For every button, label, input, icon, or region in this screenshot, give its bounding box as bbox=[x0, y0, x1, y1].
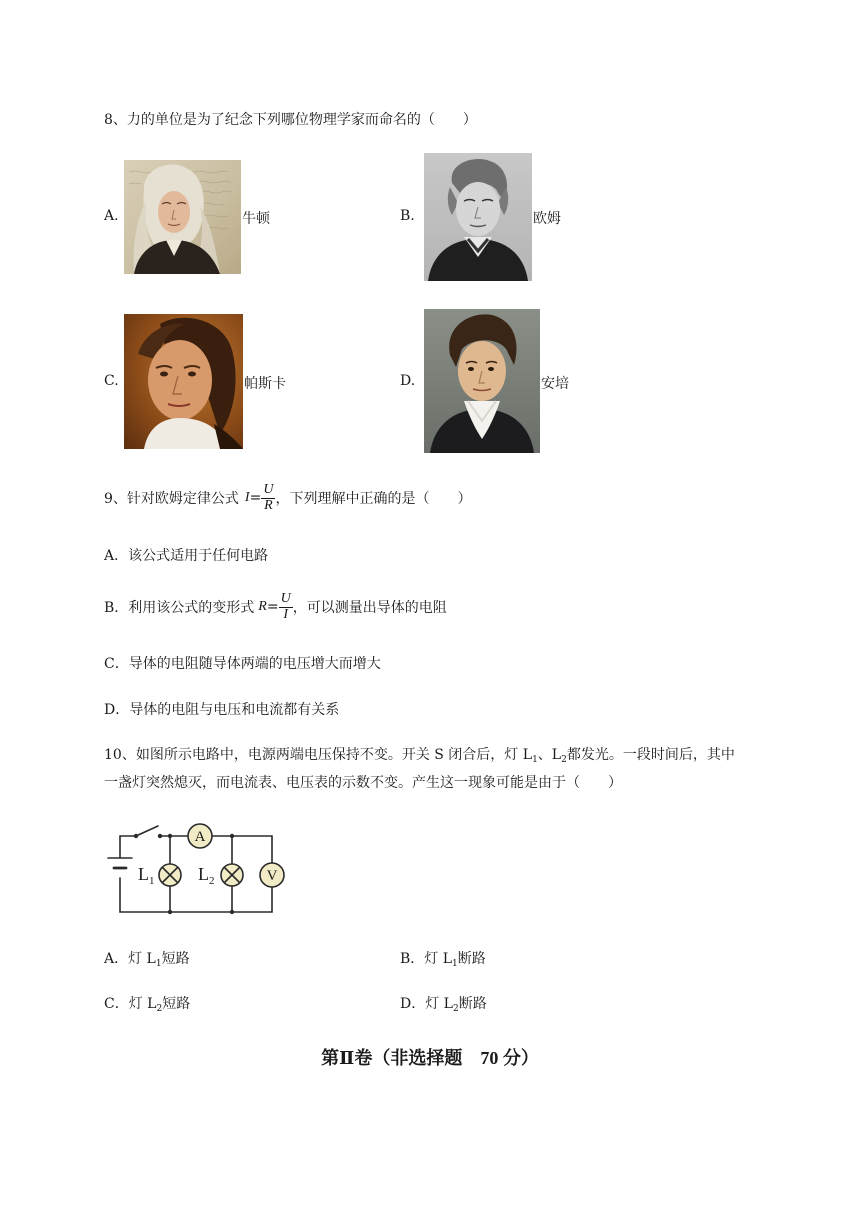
q9-stem-suffix: ，下列理解中正确的是（ ） bbox=[275, 491, 472, 507]
q9-formula-lhs: I bbox=[244, 490, 250, 505]
lamp1-label: L bbox=[138, 864, 149, 884]
q10-line1-sub1: 1 bbox=[532, 755, 538, 765]
q10-option-d bbox=[400, 993, 487, 1014]
q10-option-b-prefix: B．灯 L bbox=[400, 951, 453, 967]
lamp1-icon bbox=[159, 864, 181, 886]
option-c-name: 帕斯卡 bbox=[244, 376, 286, 392]
option-a-name: 牛顿 bbox=[242, 211, 270, 227]
option-b-name: 欧姆 bbox=[533, 211, 561, 227]
lamp2-icon bbox=[221, 864, 243, 886]
q9-option-b-prefix: B．利用该公式的变形式 bbox=[104, 600, 255, 616]
question-8-stem: 8、力的单位是为了纪念下列哪位物理学家而命名的（ ） bbox=[104, 112, 477, 128]
q10-option-a-suffix: 短路 bbox=[161, 951, 190, 967]
option-d-letter: D. bbox=[400, 373, 416, 389]
option-c-letter: C. bbox=[104, 373, 119, 389]
q10-option-c-sub: 2 bbox=[156, 1004, 163, 1014]
q10-option-c-suffix: 短路 bbox=[162, 996, 191, 1012]
q10-option-d-prefix: D．灯 L bbox=[400, 996, 453, 1012]
q10-option-a-sub: 1 bbox=[155, 959, 162, 969]
voltmeter-label: V bbox=[266, 868, 278, 884]
question-10-line2: 一盏灯突然熄灭，而电流表、电压表的示数不变。产生这一现象可能是由于（ ） bbox=[104, 775, 622, 791]
q9-option-b-suffix: ，可以测量出导体的电阻 bbox=[292, 600, 447, 616]
option-a-letter: A. bbox=[104, 208, 119, 224]
q9-option-c: C．导体的电阻随导体两端的电压增大而增大 bbox=[104, 656, 381, 672]
q9-stem-prefix: 9、针对欧姆定律公式 bbox=[104, 491, 239, 507]
q9-option-b bbox=[104, 585, 447, 629]
q9-option-b-denominator: I bbox=[283, 606, 288, 622]
q9-formula-denominator: R bbox=[264, 497, 273, 513]
q9-formula-numerator: U bbox=[263, 481, 274, 497]
q10-line1-sub2: 2 bbox=[561, 755, 567, 765]
q10-option-d-sub: 2 bbox=[452, 1004, 459, 1014]
q10-option-c-prefix: C．灯 L bbox=[104, 996, 157, 1012]
ohm-portrait bbox=[424, 153, 532, 281]
ampere-portrait bbox=[424, 309, 540, 453]
q10-option-a-prefix: A．灯 L bbox=[104, 951, 156, 967]
q9-formula-eq: = bbox=[249, 490, 262, 506]
option-b-letter: B. bbox=[400, 208, 415, 224]
q9-option-a: A．该公式适用于任何电路 bbox=[104, 548, 269, 564]
q10-option-b bbox=[400, 948, 486, 969]
q10-option-a bbox=[104, 948, 190, 969]
q10-line1-b: 、L bbox=[537, 747, 562, 763]
q9-formula-fraction bbox=[261, 483, 275, 513]
q10-option-c bbox=[104, 993, 190, 1014]
q10-option-b-sub: 1 bbox=[452, 959, 458, 969]
circuit-diagram bbox=[98, 818, 308, 918]
q10-option-d-suffix: 断路 bbox=[458, 996, 487, 1012]
q9-option-b-lhs: R bbox=[258, 599, 267, 614]
newton-portrait bbox=[124, 160, 241, 274]
question-9-stem bbox=[104, 476, 471, 520]
q9-option-b-eq: = bbox=[266, 599, 279, 615]
q10-line1-c: 都发光。一段时间后，其中 bbox=[566, 747, 735, 763]
option-d-name: 安培 bbox=[541, 376, 569, 392]
q9-option-d: D．导体的电阻与电压和电流都有关系 bbox=[104, 702, 340, 718]
lamp1-subscript: 1 bbox=[149, 875, 155, 887]
lamp2-label: L bbox=[198, 864, 209, 884]
ammeter-label: A bbox=[194, 829, 206, 845]
q10-line1-a: 10、如图所示电路中，电源两端电压保持不变。开关 S 闭合后，灯 L bbox=[104, 747, 533, 763]
q9-option-b-numerator: U bbox=[280, 590, 291, 606]
section-title: 第Ⅱ卷（非选择题 70 分） bbox=[321, 1048, 539, 1068]
pascal-portrait bbox=[124, 314, 243, 449]
q10-option-b-suffix: 断路 bbox=[457, 951, 486, 967]
q9-option-b-fraction bbox=[279, 592, 293, 622]
question-10-line1 bbox=[104, 744, 735, 765]
lamp2-subscript: 2 bbox=[209, 875, 215, 887]
